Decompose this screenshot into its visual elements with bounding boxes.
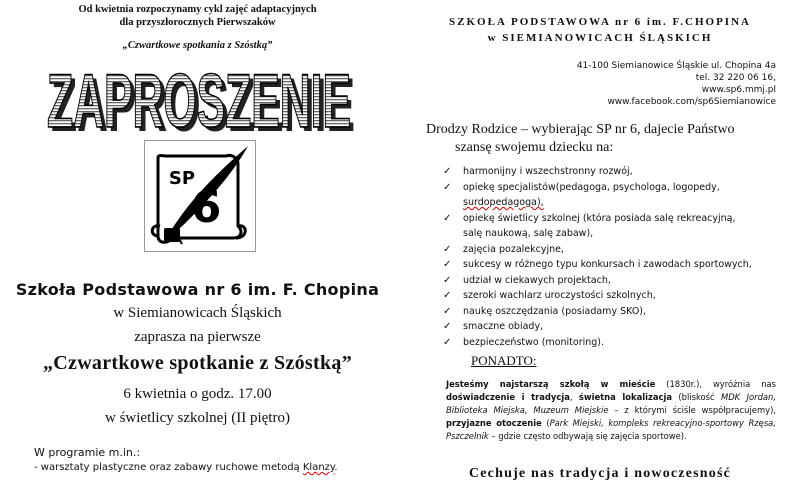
checkmark-icon: ✓ bbox=[443, 321, 452, 332]
benefit-text: zajęcia pozalekcyjne, bbox=[463, 243, 565, 255]
benefit-item bbox=[443, 319, 752, 335]
invites-text: zaprasza na pierwsze bbox=[134, 329, 261, 345]
para-bold: przyjazne otoczenie bbox=[446, 418, 542, 428]
event-name: „Czwartkowe spotkanie z Szóstką” bbox=[42, 352, 353, 374]
benefit-item bbox=[443, 257, 752, 273]
event-place: w świetlicy szkolnej (II piętro) bbox=[105, 410, 290, 426]
para-text: (1830r.), wyróżnia nas bbox=[655, 379, 776, 389]
checkmark-icon: ✓ bbox=[443, 336, 452, 348]
benefit-text-continued: salę naukową, salę zabaw), bbox=[463, 228, 594, 239]
para-italic: MDK Jordan, Biblioteka Miejska, Muzeum Miejskie bbox=[446, 392, 776, 415]
checkmark-icon: ✓ bbox=[443, 212, 452, 224]
benefit-text: szeroki wachlarz uroczystości szkolnych, bbox=[463, 290, 656, 301]
checkmark-icon: ✓ bbox=[443, 305, 452, 317]
benefit-text: smaczne obiady, bbox=[463, 321, 544, 332]
para-text: (bliskość bbox=[672, 392, 721, 402]
logo-sp-text: SP bbox=[168, 168, 196, 189]
checkmark-icon: ✓ bbox=[443, 181, 452, 193]
benefit-text: opiekę świetlicy szkolnej (która posiada salę rekreacyjną, bbox=[463, 212, 736, 224]
program-item-text: - warsztaty plastyczne oraz zabawy ruchowe metodą bbox=[34, 462, 303, 473]
para-bold: Jesteśmy najstarszą szkołą w mieście bbox=[446, 379, 656, 389]
heading-shadow: ZAPROSZENIE bbox=[51, 63, 355, 140]
event-date: 6 kwietnia o godz. 17.00 bbox=[123, 386, 272, 402]
benefit-text: sukcesy w różnego typu konkursach i zawodach sportowych, bbox=[463, 259, 752, 270]
para-bold: doświadczenie i tradycja bbox=[446, 392, 570, 402]
heading-zaproszenie bbox=[0, 54, 395, 140]
benefit-item bbox=[443, 180, 752, 211]
benefit-text-continued bbox=[463, 195, 752, 211]
checkmark-icon: ✓ bbox=[443, 166, 452, 177]
benefit-text: udział w ciekawych projektach, bbox=[463, 274, 611, 286]
ponadto-heading: PONADTO: bbox=[471, 353, 537, 368]
intro-line-2: dla przyszłorocznych Pierwszaków bbox=[119, 17, 276, 28]
school-motto: Cechuje nas tradycja i nowoczesność bbox=[468, 466, 732, 481]
intro-series-title: „Czwartkowe spotkania z Szóstką” bbox=[122, 40, 273, 51]
benefit-item bbox=[443, 211, 752, 242]
parents-intro-line-2: szansę swojemu dziecku na: bbox=[455, 140, 614, 155]
intro-line-1: Od kwietnia rozpoczynamy cykl zajęć adaptacyjnych bbox=[78, 4, 317, 15]
parents-intro-line-1: Drodzy Rodzice – wybierając SP nr 6, dajecie Państwo bbox=[426, 122, 735, 137]
benefit-item bbox=[443, 304, 752, 320]
para-text: ( bbox=[541, 418, 550, 428]
benefit-item bbox=[443, 335, 752, 351]
program-label: W programie m.in.: bbox=[34, 446, 141, 459]
benefit-text-cont: surdopedagoga), bbox=[463, 197, 544, 208]
program-item-end: . bbox=[334, 462, 338, 473]
logo-number: 6 bbox=[190, 182, 222, 233]
benefit-item bbox=[443, 164, 752, 180]
school-logo bbox=[144, 140, 256, 252]
benefit-item bbox=[443, 288, 752, 304]
benefit-item bbox=[443, 273, 752, 289]
about-paragraph bbox=[446, 378, 776, 443]
benefit-text: opiekę specjalistów(pedagoga, psychologa, logopedy, bbox=[463, 181, 720, 193]
school-facebook: www.facebook.com/sp6Siemianowice bbox=[607, 97, 776, 107]
para-text: , bbox=[569, 392, 579, 402]
program-item bbox=[34, 462, 338, 473]
right-school-city: w SIEMIANOWICACH ŚLĄSKICH bbox=[487, 32, 713, 44]
heading-text: ZAPROSZENIE bbox=[47, 59, 351, 140]
school-address: 41-100 Siemianowice Śląskie ul. Chopina 4a bbox=[576, 61, 776, 71]
checkmark-icon: ✓ bbox=[443, 243, 452, 255]
benefit-text: naukę oszczędzania (posiadamy SKO), bbox=[463, 305, 647, 317]
school-city: w Siemianowicach Śląskich bbox=[113, 305, 282, 321]
right-school-name: SZKOŁA PODSTAWOWA nr 6 im. F.CHOPINA bbox=[449, 16, 751, 28]
benefit-text: bezpieczeństwo (monitoring). bbox=[463, 336, 605, 348]
school-name: Szkoła Podstawowa nr 6 im. F. Chopina bbox=[15, 280, 380, 299]
checkmark-icon: ✓ bbox=[443, 259, 452, 270]
para-text: – z którymi ściśle współpracujemy), bbox=[608, 405, 776, 415]
program-item-method: Klanzy bbox=[302, 462, 335, 473]
school-website: www.sp6.mmj.pl bbox=[701, 85, 776, 95]
checkmark-icon: ✓ bbox=[443, 274, 452, 286]
para-italic: Park Miejski, kompleks rekreacyjno-sportowy Rzęsa, Pszczelnik bbox=[446, 418, 776, 441]
school-phone: tel. 32 220 06 16, bbox=[695, 73, 776, 83]
benefit-item bbox=[443, 242, 752, 258]
checkmark-icon: ✓ bbox=[443, 290, 452, 301]
benefit-text: harmonijny i wszechstronny rozwój, bbox=[463, 166, 633, 177]
para-text: – gdzie często odbywają się zajęcia sportowe). bbox=[488, 431, 687, 441]
para-bold: świetna lokalizacja bbox=[578, 392, 673, 402]
benefits-list bbox=[443, 164, 752, 350]
